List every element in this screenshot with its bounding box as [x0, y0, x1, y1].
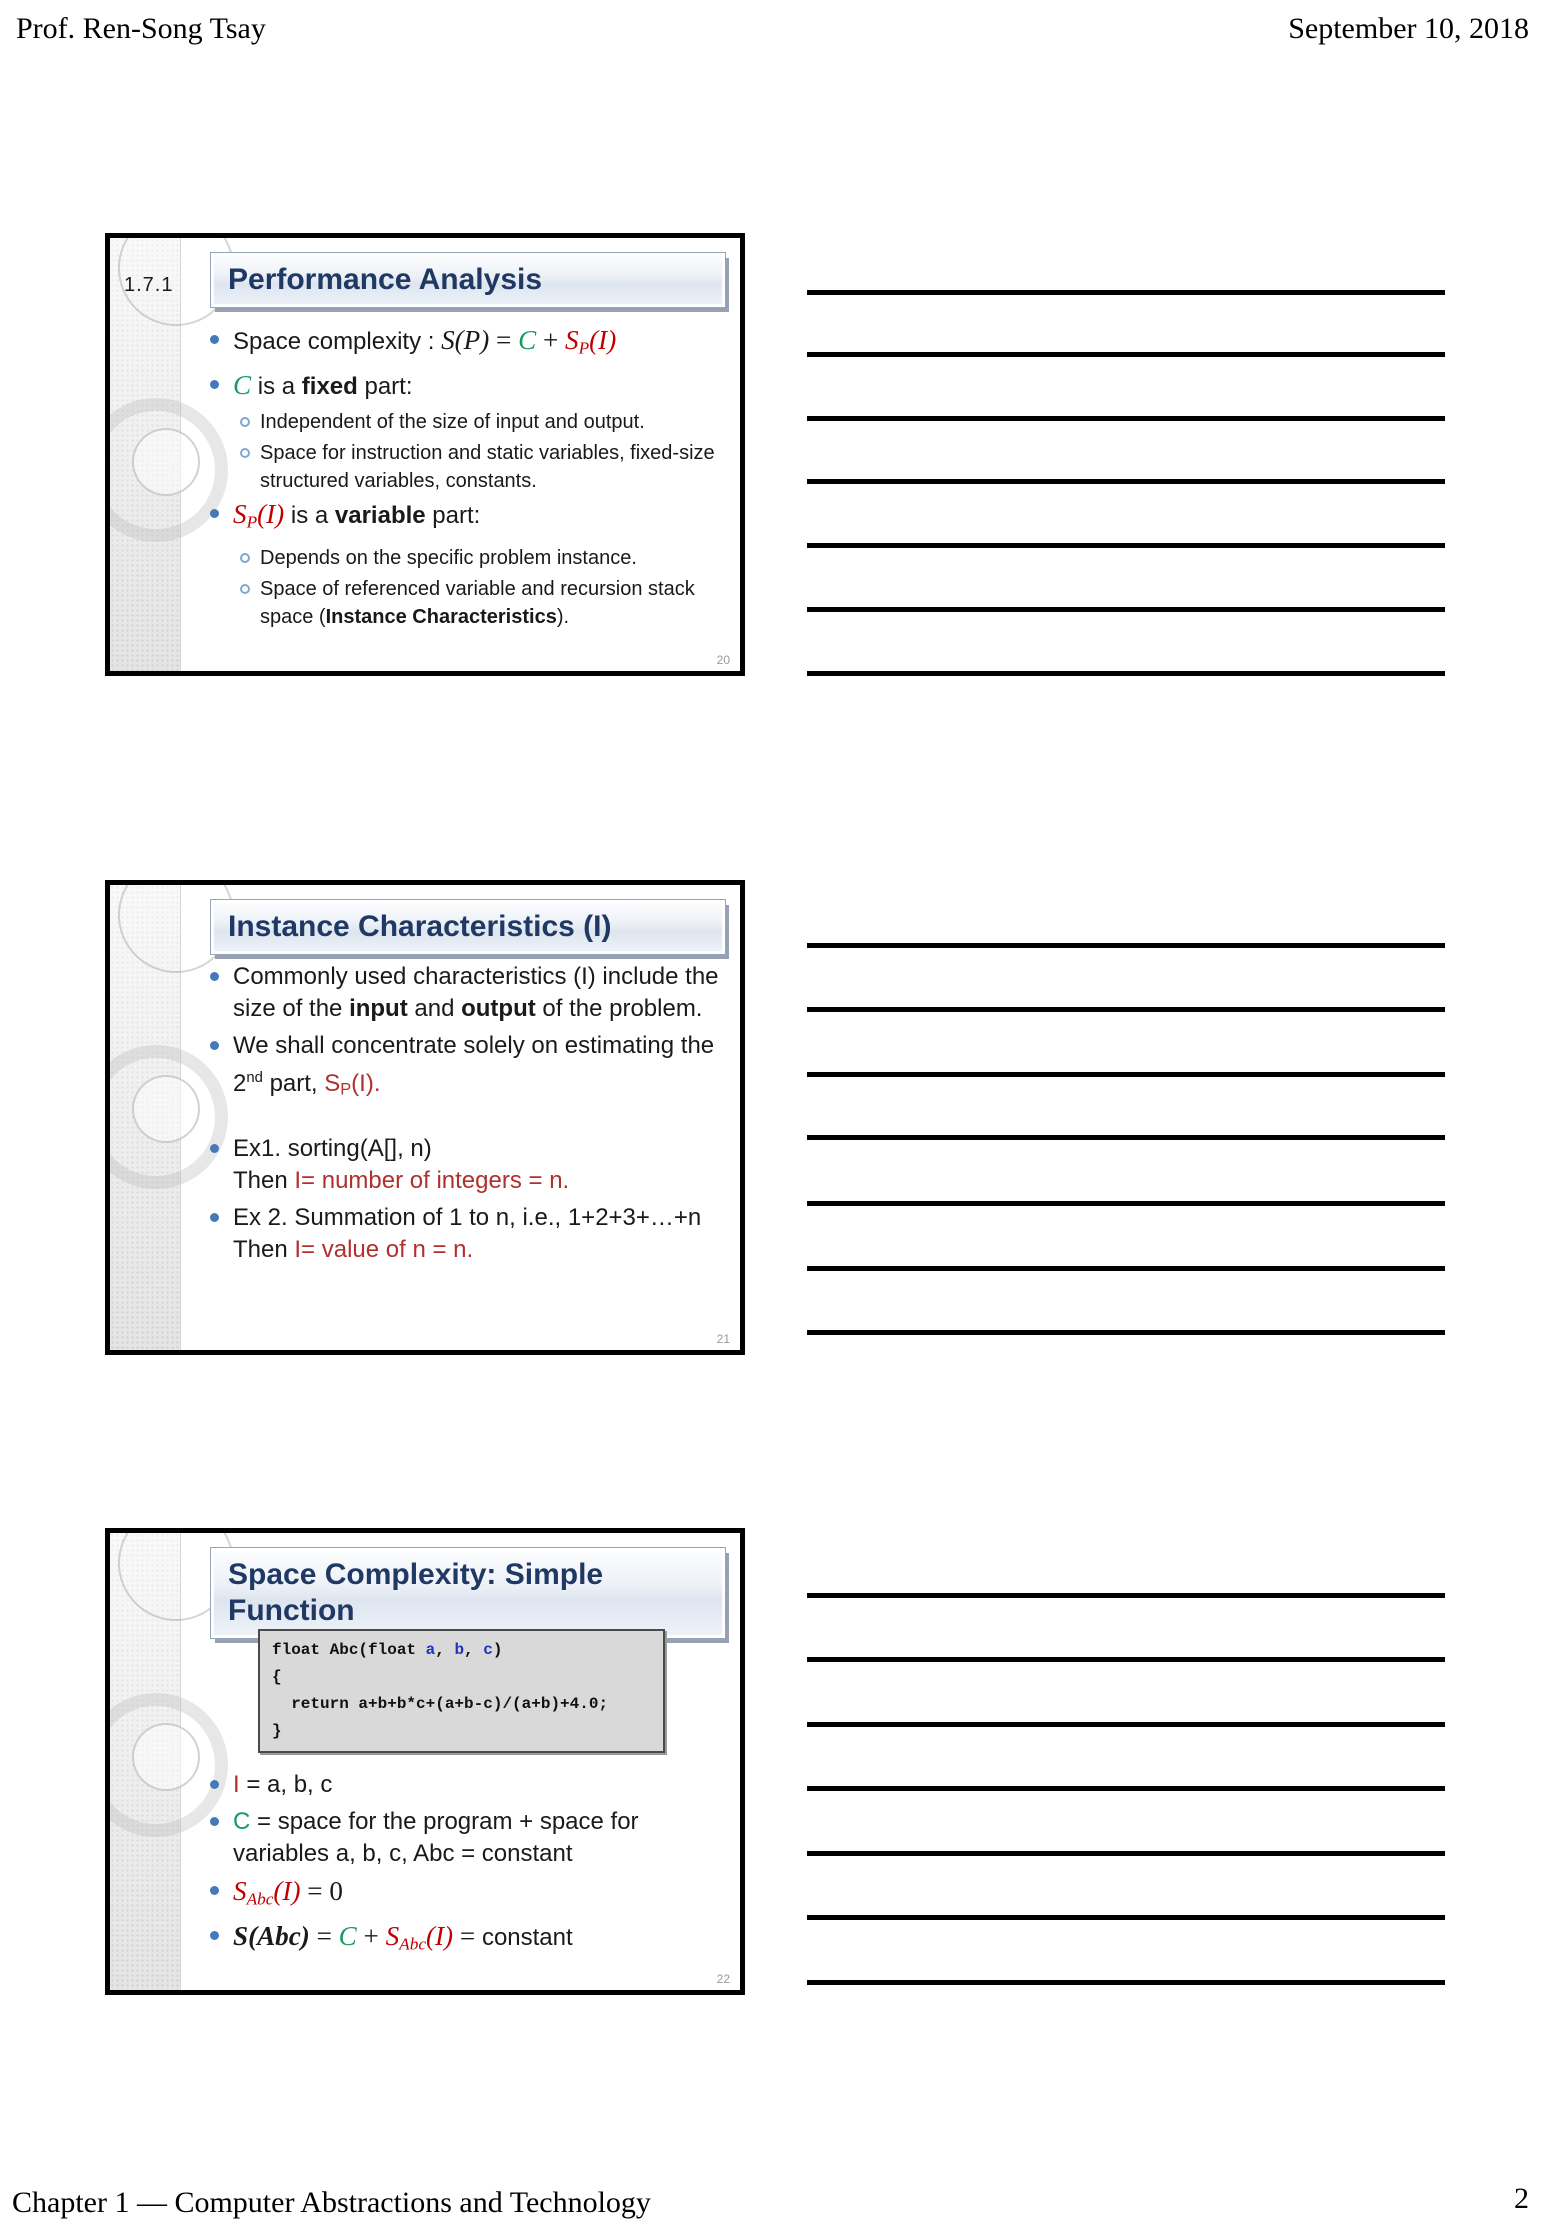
text-run: = — [309, 1921, 339, 1952]
bullet-item — [240, 408, 730, 436]
text-run: and — [407, 995, 462, 1022]
text-run: S — [324, 1070, 341, 1097]
note-lines-area — [807, 0, 1445, 2239]
text-run: part: — [357, 373, 413, 401]
text-run: ). — [556, 605, 570, 628]
text-run: (I). — [351, 1070, 381, 1097]
text-run: nd — [246, 1070, 263, 1086]
slide-title: Performance Analysis — [228, 263, 543, 296]
text-run: Ex1. sorting(A[], n) — [233, 1135, 432, 1163]
bullet-text — [233, 1133, 730, 1197]
slide-title: Space Complexity: Simple Function — [228, 1558, 604, 1627]
bullet-item — [210, 1769, 730, 1801]
text-run: part, — [262, 1070, 325, 1097]
bullet-item — [210, 324, 730, 364]
code-line — [272, 1691, 651, 1718]
bullet-item — [210, 961, 730, 1025]
slide-title: Instance Characteristics (I) — [228, 910, 612, 943]
slide-number: 22 — [716, 1972, 730, 1986]
bullet-marker-icon — [210, 1780, 219, 1789]
slide-body — [210, 324, 730, 634]
text-run: P — [246, 512, 258, 532]
text-run: (I) — [257, 499, 285, 530]
note-line — [807, 607, 1445, 612]
slide-space-complexity-simple-function — [105, 1528, 745, 1995]
bullet-item — [210, 1030, 730, 1105]
note-line — [807, 290, 1445, 295]
slide-title-bar — [210, 1547, 726, 1639]
text-run: , — [435, 1641, 455, 1659]
text-run: Independent of the size of input and output. — [260, 411, 645, 434]
bullet-text — [233, 1030, 730, 1105]
bullet-item — [240, 439, 730, 495]
note-line — [807, 416, 1445, 421]
note-line — [807, 1266, 1445, 1271]
text-run: constant — [481, 1924, 573, 1952]
text-run: fixed — [301, 373, 358, 401]
text-run: = — [489, 325, 519, 355]
text-run: P — [340, 1080, 352, 1099]
text-run: S — [233, 499, 247, 530]
text-run: ) — [492, 1641, 503, 1659]
slide-number: 20 — [716, 653, 730, 667]
note-line — [807, 943, 1445, 948]
bullet-item — [210, 1202, 730, 1266]
text-run: (I) — [589, 325, 617, 355]
bullet-text — [233, 961, 730, 1025]
bullet-text — [233, 1875, 730, 1915]
text-run: c — [483, 1641, 493, 1659]
bullet-marker-icon — [210, 1931, 219, 1940]
text-run: input — [349, 995, 408, 1022]
text-run: (I) — [426, 1921, 454, 1952]
bullet-item — [210, 1806, 730, 1870]
text-run: Abc — [399, 1934, 426, 1954]
text-run: C — [338, 1921, 357, 1952]
text-run: = 0 — [300, 1876, 343, 1906]
bullet-text — [233, 1202, 730, 1266]
text-run: P — [578, 338, 590, 358]
text-run: } — [272, 1722, 282, 1740]
bullet-item — [210, 498, 730, 538]
note-line — [807, 479, 1445, 484]
text-run: I= number of integers = n. — [294, 1167, 570, 1195]
text-run: is a — [251, 373, 302, 401]
slide-title-bar — [210, 899, 726, 955]
text-run: I= value of n = n. — [294, 1236, 474, 1264]
bullet-text — [260, 575, 730, 631]
header-date: September 10, 2018 — [1288, 12, 1529, 45]
text-run: return a+b+b*c+(a+b-c)/(a+b)+4.0; — [272, 1695, 609, 1713]
text-run: Ex 2. Summation of 1 to n, i.e., 1+2+3+…+n — [233, 1204, 702, 1232]
decorative-circle — [132, 1723, 200, 1791]
bullet-marker-icon — [210, 1041, 219, 1050]
slide-side-strip — [110, 238, 181, 671]
code-line — [272, 1718, 651, 1745]
bullet-text — [233, 1920, 730, 1960]
section-number-label: 1.7.1 — [124, 274, 174, 296]
text-run: = a, b, c — [239, 1771, 333, 1798]
slide-body — [210, 1629, 730, 1966]
note-line — [807, 1007, 1445, 1012]
text-run: Space of referenced variable and recursion stack space ( — [260, 577, 695, 628]
note-line — [807, 1201, 1445, 1206]
text-run: C — [233, 1808, 251, 1835]
text-run: a — [425, 1641, 436, 1659]
text-run: I — [233, 1771, 240, 1798]
bullet-item — [240, 544, 730, 572]
note-line — [807, 543, 1445, 548]
slide-performance-analysis — [105, 233, 745, 676]
note-line — [807, 671, 1445, 676]
text-run: variable — [334, 502, 426, 530]
text-run: is a — [284, 502, 335, 530]
text-run: Instance Characteristics — [325, 605, 557, 628]
bullet-marker-icon — [210, 335, 219, 344]
code-line — [272, 1664, 651, 1691]
bullet-marker-icon — [210, 1213, 219, 1222]
bullet-item — [210, 369, 730, 403]
note-line — [807, 1657, 1445, 1662]
bullet-item — [210, 1133, 730, 1197]
bullet-item — [210, 1920, 730, 1960]
bullet-marker-icon — [210, 1817, 219, 1826]
note-line — [807, 1722, 1445, 1727]
bullet-marker-icon — [210, 972, 219, 981]
text-run: Space for instruction and static variables, fixed-size structured variables, constants. — [260, 442, 715, 493]
bullet-text — [260, 544, 730, 572]
bullet-text — [233, 369, 730, 403]
bullet-marker-icon — [240, 553, 250, 563]
text-run: + — [356, 1921, 386, 1952]
text-run: Commonly used characteristics (I) include the size of the — [233, 963, 719, 1022]
note-line — [807, 1915, 1445, 1920]
bullet-marker-icon — [210, 1886, 219, 1895]
bullet-marker-icon — [240, 584, 250, 594]
note-line — [807, 1593, 1445, 1598]
text-run: = — [453, 1921, 482, 1952]
slide-body — [210, 961, 730, 1271]
bullet-text — [233, 324, 730, 364]
header-author: Prof. Ren-Song Tsay — [16, 12, 266, 45]
text-run: S(P) — [441, 325, 490, 355]
bullet-marker-icon — [210, 1144, 219, 1153]
text-run: We shall concentrate solely on estimating the 2 — [233, 1032, 715, 1097]
text-run: S — [565, 325, 579, 355]
slide-title-bar — [210, 252, 726, 308]
decorative-circle — [132, 428, 200, 496]
slide-instance-characteristics — [105, 880, 745, 1355]
text-run: Space complexity : — [233, 328, 442, 355]
bullet-item — [210, 1875, 730, 1915]
note-line — [807, 1330, 1445, 1335]
text-run: (I) — [273, 1876, 301, 1906]
text-run: Depends on the specific problem instance. — [260, 546, 637, 569]
text-run: S — [385, 1921, 400, 1952]
text-run: of the problem. — [535, 995, 703, 1022]
text-run: S — [233, 1876, 247, 1906]
note-line — [807, 1980, 1445, 1985]
bullet-marker-icon — [240, 417, 250, 427]
text-run: { — [272, 1668, 282, 1686]
code-line — [272, 1637, 651, 1664]
slide-side-strip — [110, 885, 181, 1350]
code-snippet-box — [258, 1629, 665, 1753]
text-run: C — [518, 325, 537, 355]
decorative-circle — [132, 1075, 200, 1143]
bullet-item — [240, 575, 730, 631]
bullet-marker-icon — [210, 509, 219, 518]
footer-chapter-title: Chapter 1 — Computer Abstractions and Technology — [12, 2186, 651, 2219]
note-line — [807, 1786, 1445, 1791]
note-line — [807, 1135, 1445, 1140]
bullet-text — [233, 1769, 730, 1801]
footer-page-number: 2 — [1514, 2182, 1529, 2215]
note-line — [807, 352, 1445, 357]
slide-side-strip — [110, 1533, 181, 1990]
slide-bullet-list — [210, 1769, 730, 1961]
bullet-marker-icon — [240, 448, 250, 458]
bullet-marker-icon — [210, 380, 219, 389]
bullet-text — [260, 439, 730, 495]
text-run: S(Abc) — [233, 1921, 310, 1952]
text-run: b — [454, 1641, 465, 1659]
bullet-text — [233, 498, 730, 538]
text-run: = space for the program + space for variables a, b, c, Abc = constant — [233, 1808, 639, 1867]
text-run: Abc — [246, 1889, 274, 1909]
slide-number: 21 — [716, 1332, 730, 1346]
text-run: C — [233, 370, 252, 401]
note-line — [807, 1851, 1445, 1856]
text-run: + — [536, 325, 566, 355]
note-line — [807, 1072, 1445, 1077]
text-run: output — [461, 995, 536, 1022]
bullet-text — [260, 408, 730, 436]
text-run: float Abc(float — [272, 1641, 426, 1659]
text-run: Then — [233, 1236, 295, 1264]
text-run: Then — [233, 1167, 295, 1195]
text-run: , — [464, 1641, 484, 1659]
text-run: part: — [425, 502, 481, 530]
bullet-text — [233, 1806, 730, 1870]
